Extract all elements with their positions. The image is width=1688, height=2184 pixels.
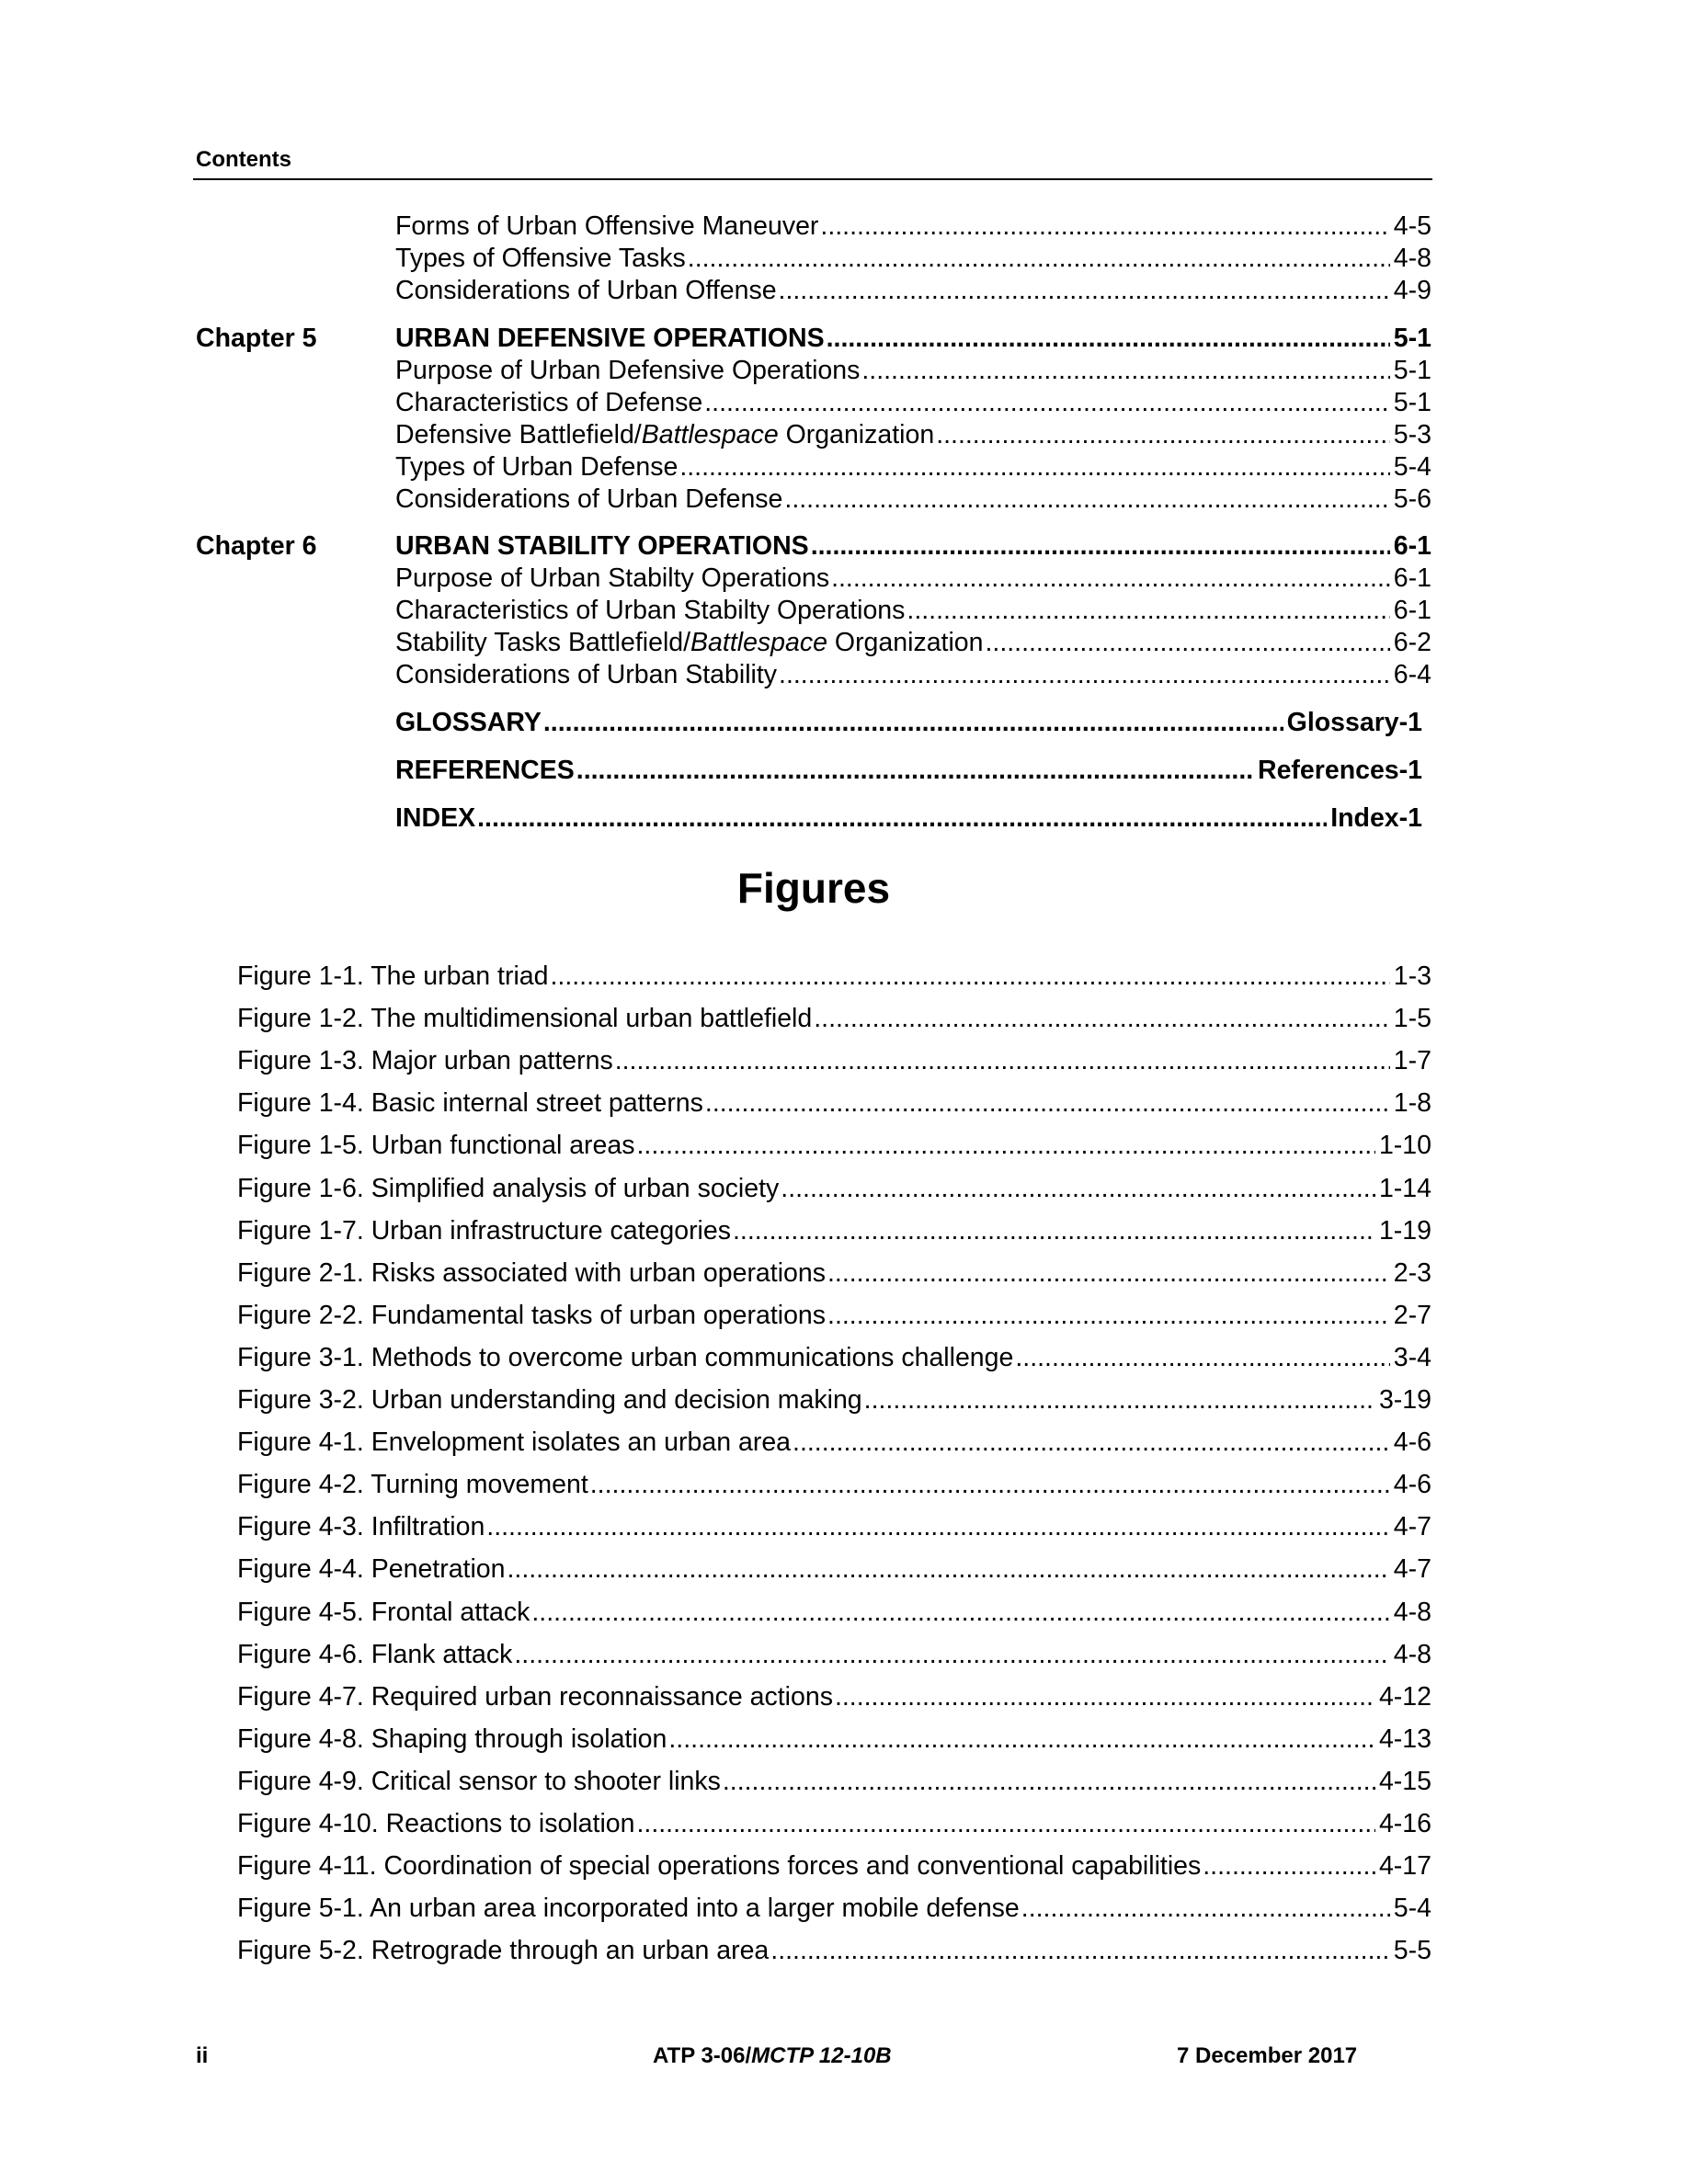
figure-entry (237, 1299, 1431, 1332)
dot-leader (784, 483, 1389, 516)
dot-leader (590, 1468, 1390, 1501)
figure-caption: Figure 4-8. Shaping through isolation (237, 1723, 667, 1754)
figure-entry (237, 1849, 1431, 1883)
figure-page: 1-19 (1378, 1215, 1431, 1246)
dot-leader (688, 243, 1390, 275)
figure-entry (237, 1638, 1431, 1671)
figure-page: 3-4 (1393, 1342, 1431, 1372)
figure-entry (237, 1934, 1431, 1967)
toc-entry: Considerations of Urban Stability ..... 6-4 (395, 659, 1431, 691)
figure-entry (237, 1257, 1431, 1290)
dot-leader (781, 1172, 1375, 1205)
figure-entry (237, 1765, 1431, 1798)
figure-page: 4-6 (1393, 1470, 1431, 1500)
toc-entry: Purpose of Urban Defensive Operations ..... 5-1 (395, 355, 1431, 387)
toc-entry: Considerations of Urban Offense ..... 4-9 (395, 275, 1431, 307)
index-entry: INDEX ..... Index-1 (395, 802, 1422, 835)
dot-leader (486, 1510, 1390, 1543)
toc-entry: Types of Urban Defense ..... 5-4 (395, 451, 1431, 483)
figure-entry (237, 1129, 1431, 1162)
figure-page: 4-7 (1393, 1554, 1431, 1585)
dot-leader (615, 1044, 1390, 1077)
dot-leader (1203, 1849, 1375, 1883)
dot-leader (827, 1257, 1390, 1290)
figure-entry (237, 1172, 1431, 1205)
figure-page: 5-4 (1393, 1894, 1431, 1924)
dot-leader (531, 1596, 1389, 1629)
toc-entry: Characteristics of Urban Stabilty Operations ..... 6-1 (395, 595, 1431, 627)
figure-entry (237, 1086, 1431, 1120)
figure-caption: Figure 4-10. Reactions to isolation (237, 1809, 635, 1838)
dot-leader (861, 355, 1389, 387)
dot-leader (733, 1214, 1375, 1247)
figure-entry (237, 1807, 1431, 1840)
footer-date: 7 December 2017 (1177, 2043, 1358, 2068)
figure-caption: Figure 5-2. Retrograde through an urban area (237, 1936, 770, 1966)
footer-page-number: ii (196, 2043, 209, 2068)
figure-caption: Figure 1-4. Basic internal street patterns (237, 1088, 703, 1119)
running-header: Contents (196, 147, 291, 172)
dot-leader (814, 1002, 1390, 1035)
figure-entry (237, 1892, 1431, 1925)
figure-caption: Figure 3-1. Methods to overcome urban communications challenge (237, 1342, 1014, 1372)
dot-leader (508, 1553, 1390, 1586)
dot-leader (779, 659, 1390, 691)
figure-caption: Figure 1-7. Urban infrastructure categories (237, 1215, 731, 1246)
figure-entry (237, 1044, 1431, 1077)
figure-entry (237, 1383, 1431, 1416)
dot-leader (779, 275, 1390, 307)
figure-page: 4-8 (1393, 1639, 1431, 1669)
figure-caption: Figure 5-1. An urban area incorporated into a larger mobile defense (237, 1894, 1020, 1924)
figure-entry (237, 1002, 1431, 1035)
figure-page: 4-13 (1378, 1723, 1431, 1754)
dot-leader (723, 1765, 1375, 1798)
figure-page: 2-7 (1393, 1300, 1431, 1330)
dot-leader (936, 419, 1390, 451)
figure-entry (237, 1426, 1431, 1459)
dot-leader (864, 1383, 1375, 1416)
toc-entry: Types of Offensive Tasks ..... 4-8 (395, 243, 1431, 275)
dot-leader (831, 563, 1390, 595)
figure-page: 2-3 (1393, 1257, 1431, 1288)
figure-page: 1-5 (1393, 1004, 1431, 1034)
dot-leader (827, 1299, 1390, 1332)
figure-caption: Figure 4-9. Critical sensor to shooter links (237, 1766, 721, 1796)
toc-entry: Purpose of Urban Stabilty Operations ..... 6-1 (395, 563, 1431, 595)
figure-entry (237, 1468, 1431, 1501)
dot-leader (576, 755, 1254, 787)
figure-page: 1-8 (1393, 1088, 1431, 1119)
dot-leader (705, 1086, 1390, 1120)
dot-leader (770, 1934, 1390, 1967)
figure-page: 4-12 (1378, 1681, 1431, 1712)
dot-leader (907, 595, 1389, 627)
dot-leader (820, 210, 1389, 243)
figure-page: 4-17 (1378, 1851, 1431, 1882)
figure-entry (237, 1214, 1431, 1247)
figure-entry (237, 1510, 1431, 1543)
figure-caption: Figure 4-5. Frontal attack (237, 1597, 530, 1627)
dot-leader (636, 1129, 1374, 1162)
figure-entry (237, 1341, 1431, 1374)
figure-caption: Figure 2-2. Fundamental tasks of urban operations (237, 1300, 827, 1330)
dot-leader (551, 960, 1390, 993)
figure-page: 1-3 (1393, 961, 1431, 991)
figures-heading: Figures (736, 864, 891, 912)
toc-entry: Defensive Battlefield/Battlespace Organization ..... 5-3 (395, 419, 1431, 451)
figure-caption: Figure 1-1. The urban triad (237, 961, 549, 991)
figure-page: 4-7 (1393, 1512, 1431, 1542)
figure-caption: Figure 3-2. Urban understanding and decision making (237, 1385, 862, 1415)
figure-entry (237, 1553, 1431, 1586)
figure-caption: Figure 4-6. Flank attack (237, 1639, 513, 1669)
dot-leader (835, 1680, 1375, 1713)
figure-entry (237, 1596, 1431, 1629)
toc-entry: Characteristics of Defense ..... 5-1 (395, 387, 1431, 419)
figure-page: 4-15 (1378, 1766, 1431, 1796)
header-rule (193, 178, 1432, 180)
dot-leader (704, 387, 1390, 419)
figure-entry (237, 1723, 1431, 1756)
chapter-5-label: Chapter 5 (196, 324, 317, 353)
dot-leader (793, 1426, 1390, 1459)
dot-leader (1015, 1341, 1389, 1374)
chapter-6-title: URBAN STABILITY OPERATIONS ..... 6-1 (395, 530, 1431, 563)
dot-leader (827, 323, 1390, 355)
figure-caption: Figure 4-7. Required urban reconnaissance actions (237, 1681, 833, 1712)
figure-entry (237, 1680, 1431, 1713)
figure-page: 1-14 (1378, 1173, 1431, 1203)
dot-leader (679, 451, 1389, 483)
dot-leader (986, 627, 1390, 659)
chapter-5-title: URBAN DEFENSIVE OPERATIONS ..... 5-1 (395, 323, 1431, 355)
dot-leader (543, 707, 1283, 739)
dot-leader (1021, 1892, 1390, 1925)
figure-caption: Figure 4-11. Coordination of special operations forces and conventional capabilities (237, 1851, 1202, 1882)
toc-entry: Stability Tasks Battlefield/Battlespace Organization ..... 6-2 (395, 627, 1431, 659)
dot-leader (514, 1638, 1389, 1671)
references-entry: REFERENCES ..... References-1 (395, 755, 1422, 787)
figure-caption: Figure 4-2. Turning movement (237, 1470, 588, 1500)
figure-caption: Figure 4-3. Infiltration (237, 1512, 485, 1542)
figure-page: 5-5 (1393, 1936, 1431, 1966)
dot-leader (636, 1807, 1374, 1840)
figure-entry (237, 960, 1431, 993)
dot-leader (668, 1723, 1375, 1756)
figure-caption: Figure 1-2. The multidimensional urban battlefield (237, 1004, 813, 1034)
figure-caption: Figure 2-1. Risks associated with urban operations (237, 1257, 826, 1288)
figure-caption: Figure 1-5. Urban functional areas (237, 1131, 635, 1161)
toc-entry: Considerations of Urban Defense ..... 5-6 (395, 483, 1431, 516)
figure-caption: Figure 1-6. Simplified analysis of urban society (237, 1173, 780, 1203)
footer-publication: ATP 3-06/MCTP 12-10B (653, 2043, 892, 2068)
figure-page: 4-8 (1393, 1597, 1431, 1627)
figure-page: 1-7 (1393, 1046, 1431, 1076)
figure-caption: Figure 1-3. Major urban patterns (237, 1046, 613, 1076)
figure-caption: Figure 4-1. Envelopment isolates an urban area (237, 1428, 792, 1458)
figure-page: 3-19 (1378, 1385, 1431, 1415)
figure-page: 4-6 (1393, 1428, 1431, 1458)
dot-leader (811, 530, 1390, 563)
figure-page: 4-16 (1378, 1809, 1431, 1838)
figure-page: 1-10 (1378, 1131, 1431, 1161)
glossary-entry: GLOSSARY ..... Glossary-1 (395, 707, 1422, 739)
chapter-6-label: Chapter 6 (196, 531, 317, 561)
figure-caption: Figure 4-4. Penetration (237, 1554, 506, 1585)
toc-entry: Forms of Urban Offensive Maneuver ..... 4-5 (395, 210, 1431, 243)
dot-leader (477, 802, 1327, 835)
